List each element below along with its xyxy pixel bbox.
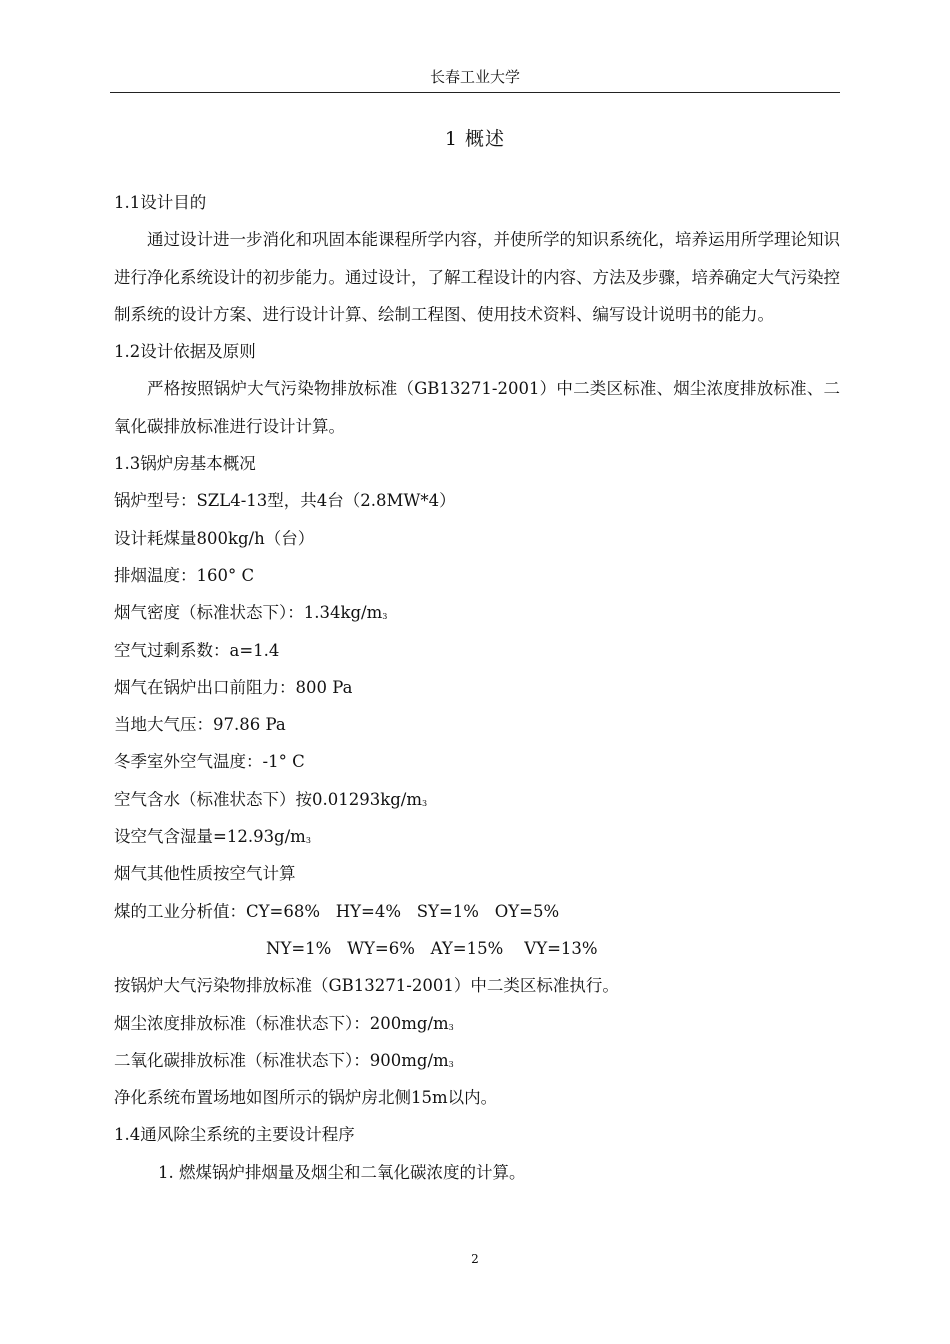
fact-dust-standard-text: 烟尘浓度排放标准（标准状态下）：200mg/m: [114, 1013, 449, 1033]
fact-boiler-model: 锅炉型号：SZL4-13型，共4台（2.8MW*4）: [114, 491, 456, 511]
section-heading-1-4: 1.4通风除尘系统的主要设计程序: [114, 1125, 355, 1145]
running-header: 长春工业大学: [429, 68, 520, 86]
paragraph-design-basis: 严格按照锅炉大气污染物排放标准（GB13271-2001）中二类区标准、烟尘浓度排放标准、二氧化碳排放标准进行设计计算。: [114, 379, 840, 436]
section-heading-1-3: 1.3锅炉房基本概况: [114, 454, 256, 474]
unit-superscript: 3: [305, 836, 311, 846]
fact-coal-consumption: 设计耗煤量800kg/h（台）: [114, 528, 315, 548]
list-item-1: 1. 燃煤锅炉排烟量及烟尘和二氧化碳浓度的计算。: [158, 1162, 526, 1182]
fact-excess-air: 空气过剩系数：a=1.4: [114, 640, 280, 660]
fact-pressure: 当地大气压：97.86 Pa: [114, 715, 286, 735]
chapter-title: 1 概述: [444, 128, 506, 150]
section-heading-1-1: 1.1设计目的: [114, 193, 207, 212]
fact-humidity: [114, 818, 840, 855]
fact-dust-standard: [114, 1005, 840, 1042]
fact-flue-temp: 排烟温度：160° C: [114, 565, 255, 585]
page-body: [114, 184, 840, 1191]
fact-flue-density-text: 烟气密度（标准状态下）：1.34kg/m: [114, 603, 383, 623]
unit-superscript: 3: [422, 798, 428, 808]
fact-air-water: [114, 781, 840, 818]
fact-humidity-text: 设空气含湿量=12.93g/m: [114, 827, 306, 847]
unit-superscript: 3: [382, 612, 388, 622]
section-heading-1-2: 1.2设计依据及原则: [114, 342, 256, 362]
header-rule: [110, 92, 840, 93]
fact-standard: 按锅炉大气污染物排放标准（GB13271-2001）中二类区标准执行。: [114, 976, 619, 996]
fact-coal-analysis-1: 煤的工业分析值：CY=68% HY=4% SY=1% OY=5%: [114, 901, 560, 921]
fact-coal-analysis-2: NY=1% WY=6% AY=15% VY=13%: [266, 938, 598, 958]
paragraph-design-purpose: 通过设计进一步消化和巩固本能课程所学内容，并使所学的知识系统化，培养运用所学理论知识进行净化系统设计的初步能力。通过设计，了解工程设计的内容、方法及步骤，培养确定大气污染控制系统的设计方案、进行设计计算、绘制工程图、使用技术资料、编写设计说明书的能力。: [114, 230, 840, 324]
fact-flue-other: 烟气其他性质按空气计算: [114, 864, 296, 884]
page-number: 2: [471, 1252, 479, 1266]
unit-superscript: 3: [448, 1022, 454, 1032]
fact-site: 净化系统布置场地如图所示的锅炉房北侧15m以内。: [114, 1088, 498, 1108]
fact-co2-standard-text: 二氧化碳排放标准（标准状态下）：900mg/m: [114, 1050, 449, 1070]
fact-resistance: 烟气在锅炉出口前阻力：800 Pa: [114, 677, 353, 697]
fact-flue-density: [114, 594, 840, 631]
fact-air-water-text: 空气含水（标准状态下）按0.01293kg/m: [114, 789, 422, 809]
unit-superscript: 3: [448, 1059, 454, 1069]
fact-winter-temp: 冬季室外空气温度：-1° C: [114, 752, 305, 772]
fact-co2-standard: [114, 1042, 840, 1079]
